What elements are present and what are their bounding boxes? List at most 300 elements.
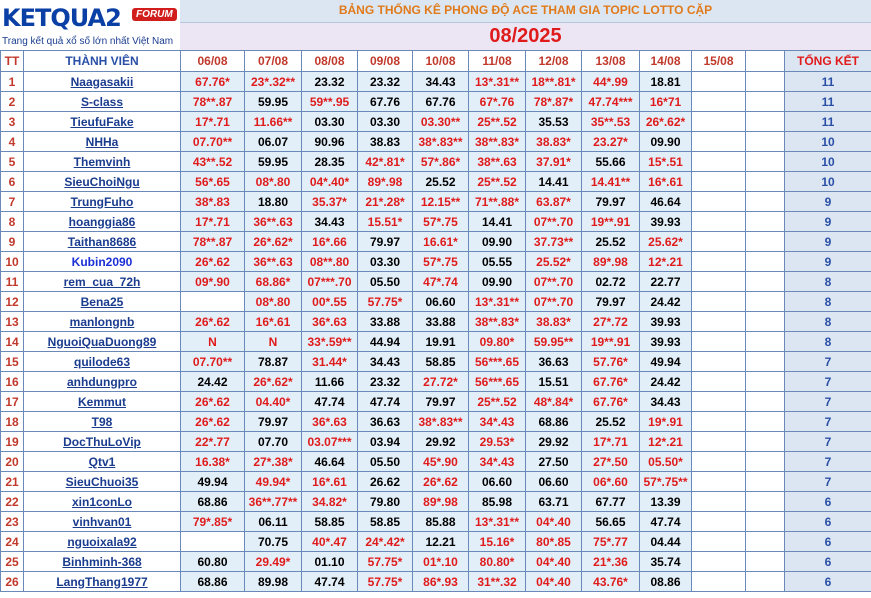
score-cell: 23.32 <box>302 72 358 92</box>
score-cell: 56*.65 <box>181 172 245 192</box>
score-cell: 07.70** <box>181 132 245 152</box>
score-cell: 39.93 <box>640 312 692 332</box>
score-cell: 01*.10 <box>413 552 469 572</box>
score-cell: 56***.65 <box>469 352 526 372</box>
score-cell: 25.52 <box>582 232 640 252</box>
member-link[interactable]: xin1conLo <box>24 492 181 512</box>
spacer-cell <box>746 572 785 592</box>
header-date: 09/08 <box>358 51 413 72</box>
score-cell: 25.52 <box>582 412 640 432</box>
score-cell: 19*.91 <box>640 412 692 432</box>
row-number: 20 <box>1 452 24 472</box>
total-cell: 10 <box>785 152 871 172</box>
score-cell: 80*.85 <box>526 532 582 552</box>
spacer-cell <box>746 72 785 92</box>
score-cell: 26*.62* <box>640 112 692 132</box>
score-cell: 34.43 <box>640 392 692 412</box>
row-number: 24 <box>1 532 24 552</box>
total-cell: 8 <box>785 312 871 332</box>
score-cell: 23*.32** <box>245 72 302 92</box>
score-cell: 38.83 <box>358 132 413 152</box>
score-cell <box>181 292 245 312</box>
score-cell: 27*.38* <box>245 452 302 472</box>
site-logo[interactable] <box>0 0 180 50</box>
score-cell: 12.21 <box>413 532 469 552</box>
score-cell <box>692 332 746 352</box>
score-cell <box>692 252 746 272</box>
total-cell: 6 <box>785 492 871 512</box>
total-cell: 7 <box>785 352 871 372</box>
spacer-cell <box>746 212 785 232</box>
score-cell: 49.94 <box>640 352 692 372</box>
score-cell: 79.97 <box>358 232 413 252</box>
score-cell: N <box>181 332 245 352</box>
score-cell: 04*.40* <box>302 172 358 192</box>
score-cell: 36.63 <box>526 352 582 372</box>
spacer-cell <box>746 412 785 432</box>
score-cell: 01.10 <box>302 552 358 572</box>
total-cell: 9 <box>785 232 871 252</box>
score-cell: 63.71 <box>526 492 582 512</box>
score-cell: 13*.31** <box>469 72 526 92</box>
spacer-cell <box>746 452 785 472</box>
row-number: 26 <box>1 572 24 592</box>
score-cell: 04*.40 <box>526 572 582 592</box>
score-cell: 08*.80 <box>245 172 302 192</box>
spacer-cell <box>746 252 785 272</box>
score-cell: 26*.62 <box>413 472 469 492</box>
score-cell: 31**.32 <box>469 572 526 592</box>
score-cell: 63.87* <box>526 192 582 212</box>
score-cell: 57.75* <box>358 572 413 592</box>
score-cell: 42*.81* <box>358 152 413 172</box>
table-row <box>1 312 871 332</box>
header-spacer <box>746 51 785 72</box>
member-link[interactable]: Binhminh-368 <box>24 552 181 572</box>
score-cell: 15.51 <box>526 372 582 392</box>
total-cell: 7 <box>785 372 871 392</box>
score-cell: 34*.43 <box>469 412 526 432</box>
score-cell: 04.40* <box>245 392 302 412</box>
spacer-cell <box>746 372 785 392</box>
score-cell: 25.52* <box>526 252 582 272</box>
spacer-cell <box>746 532 785 552</box>
page-title: BẢNG THỐNG KÊ PHONG ĐỘ ACE THAM GIA TOPIC LOTTO CẶP <box>180 0 871 23</box>
table-row <box>1 452 871 472</box>
score-cell: 45*.90 <box>413 452 469 472</box>
table-row <box>1 492 871 512</box>
total-cell: 11 <box>785 72 871 92</box>
member-link[interactable]: vinhvan01 <box>24 512 181 532</box>
score-cell: 57.75* <box>358 552 413 572</box>
score-cell: 39.93 <box>640 212 692 232</box>
score-cell <box>692 132 746 152</box>
total-cell: 7 <box>785 472 871 492</box>
score-cell: 68.86* <box>245 272 302 292</box>
score-cell: 06.07 <box>245 132 302 152</box>
score-cell: 16*.66 <box>302 232 358 252</box>
score-cell: 70.75 <box>245 532 302 552</box>
score-cell: 57*.86* <box>413 152 469 172</box>
score-cell: 79.97 <box>582 192 640 212</box>
score-cell: 18**.81* <box>526 72 582 92</box>
score-cell: 03.30 <box>358 252 413 272</box>
total-cell: 8 <box>785 292 871 312</box>
score-cell: 07**.70 <box>526 212 582 232</box>
score-cell: 89*.98 <box>358 172 413 192</box>
member-link[interactable]: Kubin2090 <box>24 252 181 272</box>
logo-forum-badge: FORUM <box>132 8 177 21</box>
total-cell: 10 <box>785 132 871 152</box>
member-link[interactable]: SieuChoiNgu <box>24 172 181 192</box>
table-row <box>1 152 871 172</box>
score-cell <box>692 152 746 172</box>
member-link[interactable]: NguoiQuaDuong89 <box>24 332 181 352</box>
header-date: 14/08 <box>640 51 692 72</box>
header-date: 11/08 <box>469 51 526 72</box>
score-cell: 48*.84* <box>526 392 582 412</box>
score-cell: 03.30** <box>413 112 469 132</box>
table-header-row <box>1 51 871 72</box>
header-date: 08/08 <box>302 51 358 72</box>
score-cell <box>692 72 746 92</box>
score-cell: 43.76* <box>582 572 640 592</box>
member-link[interactable]: anhdungpro <box>24 372 181 392</box>
score-cell: 26*.62* <box>245 372 302 392</box>
header-member: THÀNH VIÊN <box>24 51 181 72</box>
score-cell: 03.07*** <box>302 432 358 452</box>
score-cell: 26*.62 <box>181 312 245 332</box>
score-cell: 85.88 <box>413 512 469 532</box>
score-cell: 57*.75** <box>640 472 692 492</box>
score-cell: 12.15** <box>413 192 469 212</box>
score-cell: 13*.31** <box>469 292 526 312</box>
row-number: 16 <box>1 372 24 392</box>
score-cell: 47.74 <box>302 392 358 412</box>
score-cell <box>692 532 746 552</box>
score-cell <box>692 372 746 392</box>
member-link[interactable]: Kemmut <box>24 392 181 412</box>
score-cell: 78*.87* <box>526 92 582 112</box>
member-link[interactable]: T98 <box>24 412 181 432</box>
header-date: 15/08 <box>692 51 746 72</box>
score-cell: 11.66 <box>302 372 358 392</box>
banner <box>0 0 871 52</box>
score-cell: 71**.88* <box>469 192 526 212</box>
total-cell: 7 <box>785 392 871 412</box>
score-cell: 34.43 <box>358 352 413 372</box>
score-cell: 38**.83* <box>469 312 526 332</box>
score-cell: 08*.80 <box>245 292 302 312</box>
score-cell: 29.49* <box>245 552 302 572</box>
score-cell <box>692 432 746 452</box>
score-cell: 26.62 <box>358 472 413 492</box>
score-cell: 46.64 <box>302 452 358 472</box>
score-cell: 67*.76 <box>469 92 526 112</box>
score-cell: 17*.71 <box>181 212 245 232</box>
score-cell: 49.94* <box>245 472 302 492</box>
score-cell: 38.83* <box>526 132 582 152</box>
total-cell: 7 <box>785 412 871 432</box>
total-cell: 7 <box>785 452 871 472</box>
logo-text: KETQUA2 <box>2 4 121 32</box>
table-row <box>1 432 871 452</box>
score-cell: 25**.52 <box>469 392 526 412</box>
row-number: 10 <box>1 252 24 272</box>
member-link[interactable]: manlongnb <box>24 312 181 332</box>
member-link[interactable]: S-class <box>24 92 181 112</box>
total-cell: 11 <box>785 112 871 132</box>
row-number: 18 <box>1 412 24 432</box>
table-row <box>1 232 871 252</box>
score-cell <box>692 192 746 212</box>
member-link[interactable]: hoanggia86 <box>24 212 181 232</box>
member-link[interactable]: Naagasakii <box>24 72 181 92</box>
score-cell: 13*.31** <box>469 512 526 532</box>
score-cell: 57.76* <box>582 352 640 372</box>
score-cell: 07**.70 <box>526 292 582 312</box>
score-cell: 16*.61 <box>245 312 302 332</box>
score-cell: 79.97 <box>245 412 302 432</box>
score-cell: 17*.71 <box>181 112 245 132</box>
row-number: 4 <box>1 132 24 152</box>
stats-table <box>0 50 871 592</box>
score-cell <box>692 212 746 232</box>
score-cell: 59.95** <box>526 332 582 352</box>
score-cell: 12*.21 <box>640 252 692 272</box>
score-cell: 09.90 <box>640 132 692 152</box>
score-cell: 15.16* <box>469 532 526 552</box>
spacer-cell <box>746 192 785 212</box>
score-cell: 18.81 <box>640 72 692 92</box>
score-cell: 04.44 <box>640 532 692 552</box>
score-cell: 24.42 <box>181 372 245 392</box>
score-cell: 08.86 <box>640 572 692 592</box>
score-cell: 86*.93 <box>413 572 469 592</box>
score-cell: 36**.77** <box>245 492 302 512</box>
score-cell <box>692 572 746 592</box>
score-cell: 27*.72 <box>582 312 640 332</box>
score-cell <box>692 412 746 432</box>
score-cell <box>692 232 746 252</box>
member-link[interactable]: nguoixala92 <box>24 532 181 552</box>
row-number: 6 <box>1 172 24 192</box>
score-cell: N <box>245 332 302 352</box>
member-link[interactable]: SieuChuoi35 <box>24 472 181 492</box>
total-cell: 6 <box>785 572 871 592</box>
score-cell: 34.43 <box>413 72 469 92</box>
score-cell: 38*.83** <box>413 412 469 432</box>
score-cell: 35.53 <box>526 112 582 132</box>
score-cell: 57*.75 <box>413 252 469 272</box>
score-cell: 25**.52 <box>469 112 526 132</box>
score-cell <box>692 292 746 312</box>
score-cell: 36**.63 <box>245 212 302 232</box>
score-cell: 68.86 <box>526 412 582 432</box>
total-cell: 10 <box>785 172 871 192</box>
member-link[interactable]: TrungFuho <box>24 192 181 212</box>
spacer-cell <box>746 92 785 112</box>
score-cell: 38**.83* <box>469 132 526 152</box>
row-number: 15 <box>1 352 24 372</box>
member-link[interactable]: NHHa <box>24 132 181 152</box>
score-cell: 16.61* <box>413 232 469 252</box>
member-link[interactable]: Bena25 <box>24 292 181 312</box>
score-cell: 26*.62 <box>181 412 245 432</box>
member-link[interactable]: quilode63 <box>24 352 181 372</box>
total-cell: 9 <box>785 212 871 232</box>
table-row <box>1 272 871 292</box>
score-cell: 23.32 <box>358 372 413 392</box>
table-row <box>1 472 871 492</box>
score-cell: 37.73** <box>526 232 582 252</box>
spacer-cell <box>746 172 785 192</box>
score-cell: 80.80* <box>469 552 526 572</box>
score-cell <box>692 172 746 192</box>
row-number: 2 <box>1 92 24 112</box>
score-cell <box>692 92 746 112</box>
score-cell: 59.95 <box>245 152 302 172</box>
score-cell: 14.41 <box>469 212 526 232</box>
score-cell: 39.93 <box>640 332 692 352</box>
member-link[interactable]: LangThang1977 <box>24 572 181 592</box>
score-cell: 67.76 <box>413 92 469 112</box>
score-cell: 27*.50 <box>582 452 640 472</box>
score-cell: 33*.59** <box>302 332 358 352</box>
row-number: 1 <box>1 72 24 92</box>
score-cell: 38*.83 <box>181 192 245 212</box>
spacer-cell <box>746 332 785 352</box>
spacer-cell <box>746 552 785 572</box>
score-cell: 36*.63 <box>302 412 358 432</box>
member-link[interactable]: Taithan8686 <box>24 232 181 252</box>
score-cell <box>692 312 746 332</box>
header-date: 10/08 <box>413 51 469 72</box>
score-cell: 27.50 <box>526 452 582 472</box>
score-cell: 47*.74 <box>413 272 469 292</box>
member-link[interactable]: Themvinh <box>24 152 181 172</box>
score-cell: 06.60 <box>413 292 469 312</box>
score-cell: 67.76* <box>181 72 245 92</box>
score-cell <box>692 472 746 492</box>
score-cell: 16*.61 <box>640 172 692 192</box>
table-row <box>1 172 871 192</box>
score-cell: 16.38* <box>181 452 245 472</box>
spacer-cell <box>746 132 785 152</box>
score-cell: 26*.62 <box>181 392 245 412</box>
member-link[interactable]: Qtv1 <box>24 452 181 472</box>
score-cell: 03.30 <box>302 112 358 132</box>
score-cell: 21*.36 <box>582 552 640 572</box>
score-cell: 33.88 <box>413 312 469 332</box>
score-cell: 34.43 <box>302 212 358 232</box>
score-cell: 57*.75 <box>413 212 469 232</box>
table-row <box>1 92 871 112</box>
score-cell: 22.77 <box>640 272 692 292</box>
row-number: 3 <box>1 112 24 132</box>
score-cell: 16*.61 <box>302 472 358 492</box>
score-cell: 07**.70 <box>526 272 582 292</box>
total-cell: 6 <box>785 532 871 552</box>
score-cell: 78.87 <box>245 352 302 372</box>
score-cell: 29.92 <box>526 432 582 452</box>
table-row <box>1 412 871 432</box>
score-cell: 24.42 <box>640 372 692 392</box>
row-number: 11 <box>1 272 24 292</box>
score-cell: 24*.42* <box>358 532 413 552</box>
row-number: 25 <box>1 552 24 572</box>
spacer-cell <box>746 112 785 132</box>
table-row <box>1 72 871 92</box>
score-cell: 38**.63 <box>469 152 526 172</box>
score-cell: 12*.21 <box>640 432 692 452</box>
score-cell: 67.76* <box>582 392 640 412</box>
spacer-cell <box>746 272 785 292</box>
table-row <box>1 552 871 572</box>
score-cell: 06.60 <box>526 472 582 492</box>
total-cell: 8 <box>785 332 871 352</box>
logo-tagline: Trang kết quả xổ số lớn nhất Việt Nam <box>2 36 174 47</box>
score-cell: 25.52 <box>413 172 469 192</box>
table-row <box>1 132 871 152</box>
member-link[interactable]: rem_cua_72h <box>24 272 181 292</box>
row-number: 9 <box>1 232 24 252</box>
table-row <box>1 352 871 372</box>
score-cell: 05.55 <box>469 252 526 272</box>
score-cell: 59.95 <box>245 92 302 112</box>
score-cell: 19**.91 <box>582 212 640 232</box>
table-row <box>1 192 871 212</box>
member-link[interactable]: DocThuLoVip <box>24 432 181 452</box>
score-cell <box>692 392 746 412</box>
score-cell: 02.72 <box>582 272 640 292</box>
score-cell: 78**.87 <box>181 232 245 252</box>
score-cell: 49.94 <box>181 472 245 492</box>
member-link[interactable]: TieufuFake <box>24 112 181 132</box>
score-cell: 68.86 <box>181 492 245 512</box>
score-cell: 43**.52 <box>181 152 245 172</box>
score-cell: 55.66 <box>582 152 640 172</box>
row-number: 8 <box>1 212 24 232</box>
total-cell: 6 <box>785 512 871 532</box>
score-cell: 47.74 <box>640 512 692 532</box>
score-cell: 28.35 <box>302 152 358 172</box>
score-cell <box>692 272 746 292</box>
score-cell: 14.41** <box>582 172 640 192</box>
score-cell <box>692 452 746 472</box>
total-cell: 8 <box>785 272 871 292</box>
score-cell: 13.39 <box>640 492 692 512</box>
table-row <box>1 512 871 532</box>
score-cell: 47.74 <box>358 392 413 412</box>
spacer-cell <box>746 152 785 172</box>
score-cell <box>692 112 746 132</box>
score-cell: 05.50 <box>358 272 413 292</box>
row-number: 17 <box>1 392 24 412</box>
spacer-cell <box>746 512 785 532</box>
table-body <box>1 72 871 592</box>
score-cell: 85.98 <box>469 492 526 512</box>
score-cell: 24.42 <box>640 292 692 312</box>
score-cell: 34.82* <box>302 492 358 512</box>
score-cell: 26*.62* <box>245 232 302 252</box>
score-cell <box>692 552 746 572</box>
score-cell: 36**.63 <box>245 252 302 272</box>
score-cell <box>692 492 746 512</box>
score-cell: 78**.87 <box>181 92 245 112</box>
score-cell: 36.63 <box>358 412 413 432</box>
score-cell: 05.50 <box>358 452 413 472</box>
